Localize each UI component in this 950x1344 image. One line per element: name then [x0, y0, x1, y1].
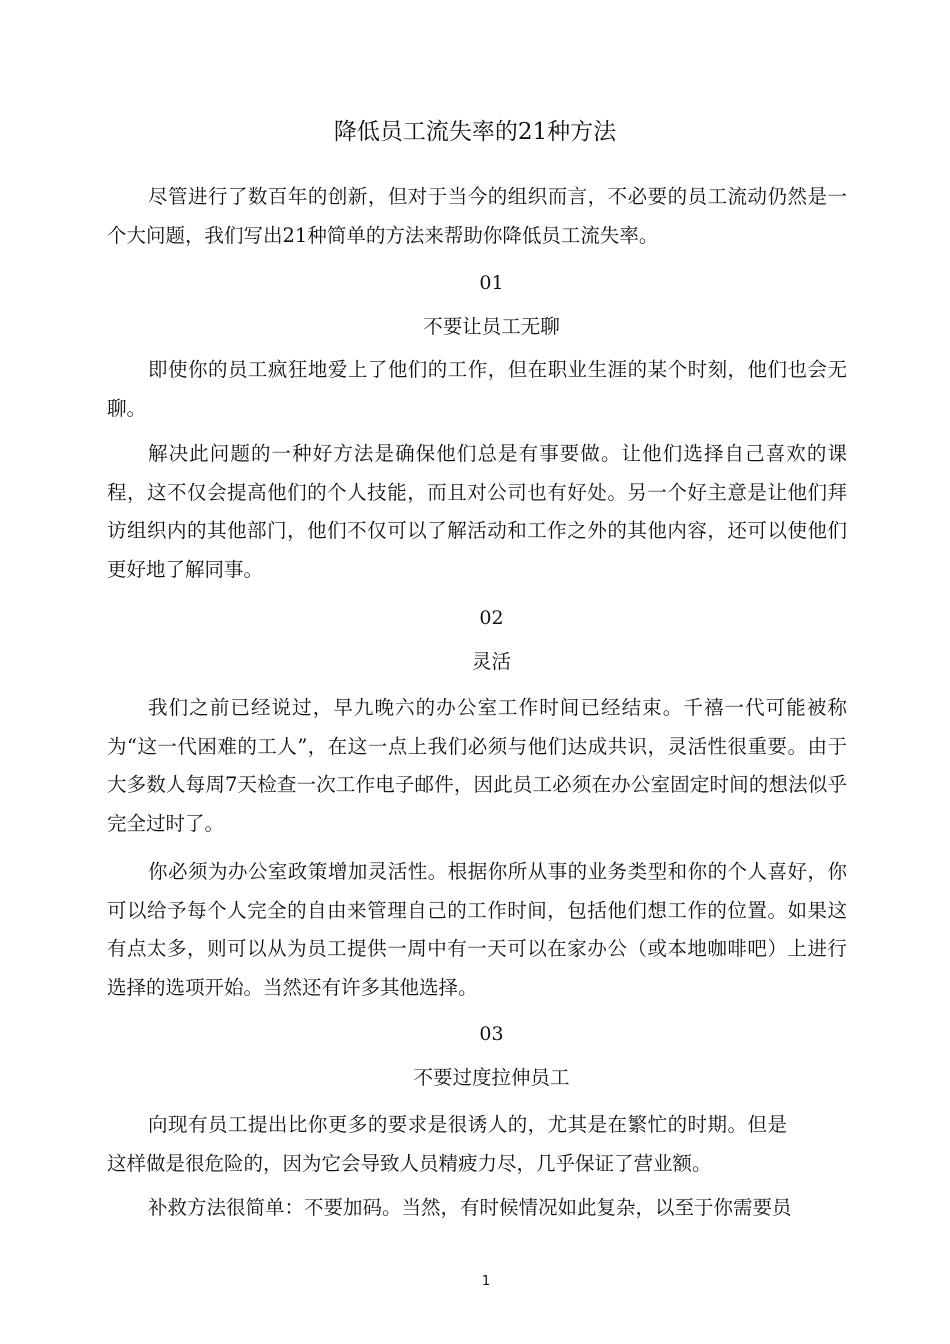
- section-heading-03: 不要过度拉伸员工: [413, 1066, 570, 1089]
- section-02-paragraph-1: 我们之前已经说过，早九晚六的办公室工作时间已经结束。千禧一代可能被称为“这一代困难的工人”，在这一点上我们必须与他们达成共识，灵活性很重要。由于大多数人每周7天检查一次工作电子邮件，因此员工必须在办公室固定时间的想法似乎完全过时了。: [107, 696, 847, 835]
- section-heading-01: 不要让员工无聊: [423, 315, 560, 338]
- section-03-paragraph-1: 向现有员工提出比你更多的要求是很诱人的，尤其是在繁忙的时期。但是这样做是很危险的，因为它会导致人员精疲力尽，几乎保证了营业额。: [107, 1113, 787, 1175]
- section-heading-02: 灵活: [471, 650, 511, 673]
- section-03-paragraph-2: 补救方法很简单：不要加码。当然，有时候情况如此复杂，以至于你需要员: [148, 1196, 792, 1219]
- intro-paragraph: 尽管进行了数百年的创新，但对于当今的组织而言，不必要的员工流动仍然是一个大问题，我们写出21种简单的方法来帮助你降低员工流失率。: [107, 185, 847, 247]
- page-title: 降低员工流失率的21种方法: [333, 119, 617, 145]
- page-number: 1: [481, 1274, 491, 1289]
- section-02-paragraph-2: 你必须为办公室政策增加灵活性。根据你所从事的业务类型和你的个人喜好，你可以给予每个人完全的自由来管理自己的工作时间，包括他们想工作的位置。如果这有点太多，则可以从为员工提供一周中有一天可以在家办公（或本地咖啡吧）上进行选择的选项开始。当然还有许多其他选择。: [107, 860, 847, 999]
- section-01-paragraph-2: 解决此问题的一种好方法是确保他们总是有事要做。让他们选择自己喜欢的课程，这不仅会提高他们的个人技能，而且对公司也有好处。另一个好主意是让他们拜访组织内的其他部门，他们不仅可以了解活动和工作之外的其他内容，还可以使他们更好地了解同事。: [107, 442, 847, 581]
- section-01-paragraph-1: 即使你的员工疯狂地爱上了他们的工作，但在职业生涯的某个时刻，他们也会无聊。: [107, 358, 847, 420]
- section-number-01: 01: [479, 272, 504, 294]
- section-number-02: 02: [479, 607, 504, 629]
- section-number-03: 03: [479, 1023, 504, 1045]
